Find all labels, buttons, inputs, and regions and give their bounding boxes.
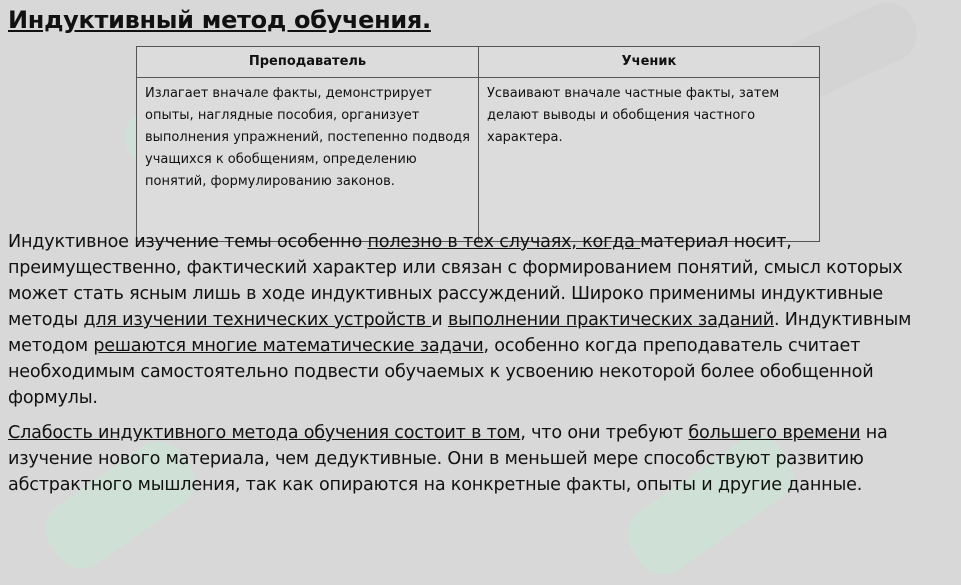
cell-teacher-role: Излагает вначале факты, демонстрирует опыты, наглядные пособия, организует выполнения упражнений, постепенно подводя учащихся к обобщениям, определению понятий, формулированию законов. [137,78,479,242]
comparison-table [136,46,820,242]
underlined-phrase: решаются многие математические задачи [93,336,484,356]
slide-title: Индуктивный метод обучения. [8,6,431,34]
header-teacher: Преподаватель [137,47,479,78]
text-segment: на изучение нового материала, чем дедуктивные. Они в меньшей мере способствуют развитию абстрактного мышления, так как опираются на конкретные факты, опыты и другие данные. [8,423,888,495]
table-header-row [137,47,820,78]
text-segment: , особенно когда преподаватель считает необходимым самостоятельно подвести обучаемых к усвоению некоторой более обобщенной формулы. [8,336,874,408]
underlined-phrase: полезно в тех случаях, когда [367,232,641,252]
text-segment: . Индуктивным методом [8,310,912,356]
underlined-phrase: большего времени [688,423,861,443]
text-segment: , что они требуют [520,423,689,443]
cell-student-role: Усваивают вначале частные факты, затем делают выводы и обобщения частного характера. [479,78,820,242]
underlined-phrase: для изучении технических устройств [83,310,432,330]
paragraph-weakness [8,420,956,498]
text-segment: материал носит, преимущественно, фактический характер или связан с формированием понятий, смысл которых может стать ясным лишь в ходе индуктивных рассуждений. Широко применимы индуктивные методы [8,232,903,330]
paragraph-applicability [8,229,956,411]
underlined-phrase: выполнении практических заданий [447,310,774,330]
table-row [137,78,820,242]
text-segment: и [431,310,448,330]
underlined-phrase: Слабость индуктивного метода обучения состоит в том [8,423,521,443]
header-student: Ученик [479,47,820,78]
text-segment: Индуктивное изучение темы особенно [8,232,368,252]
